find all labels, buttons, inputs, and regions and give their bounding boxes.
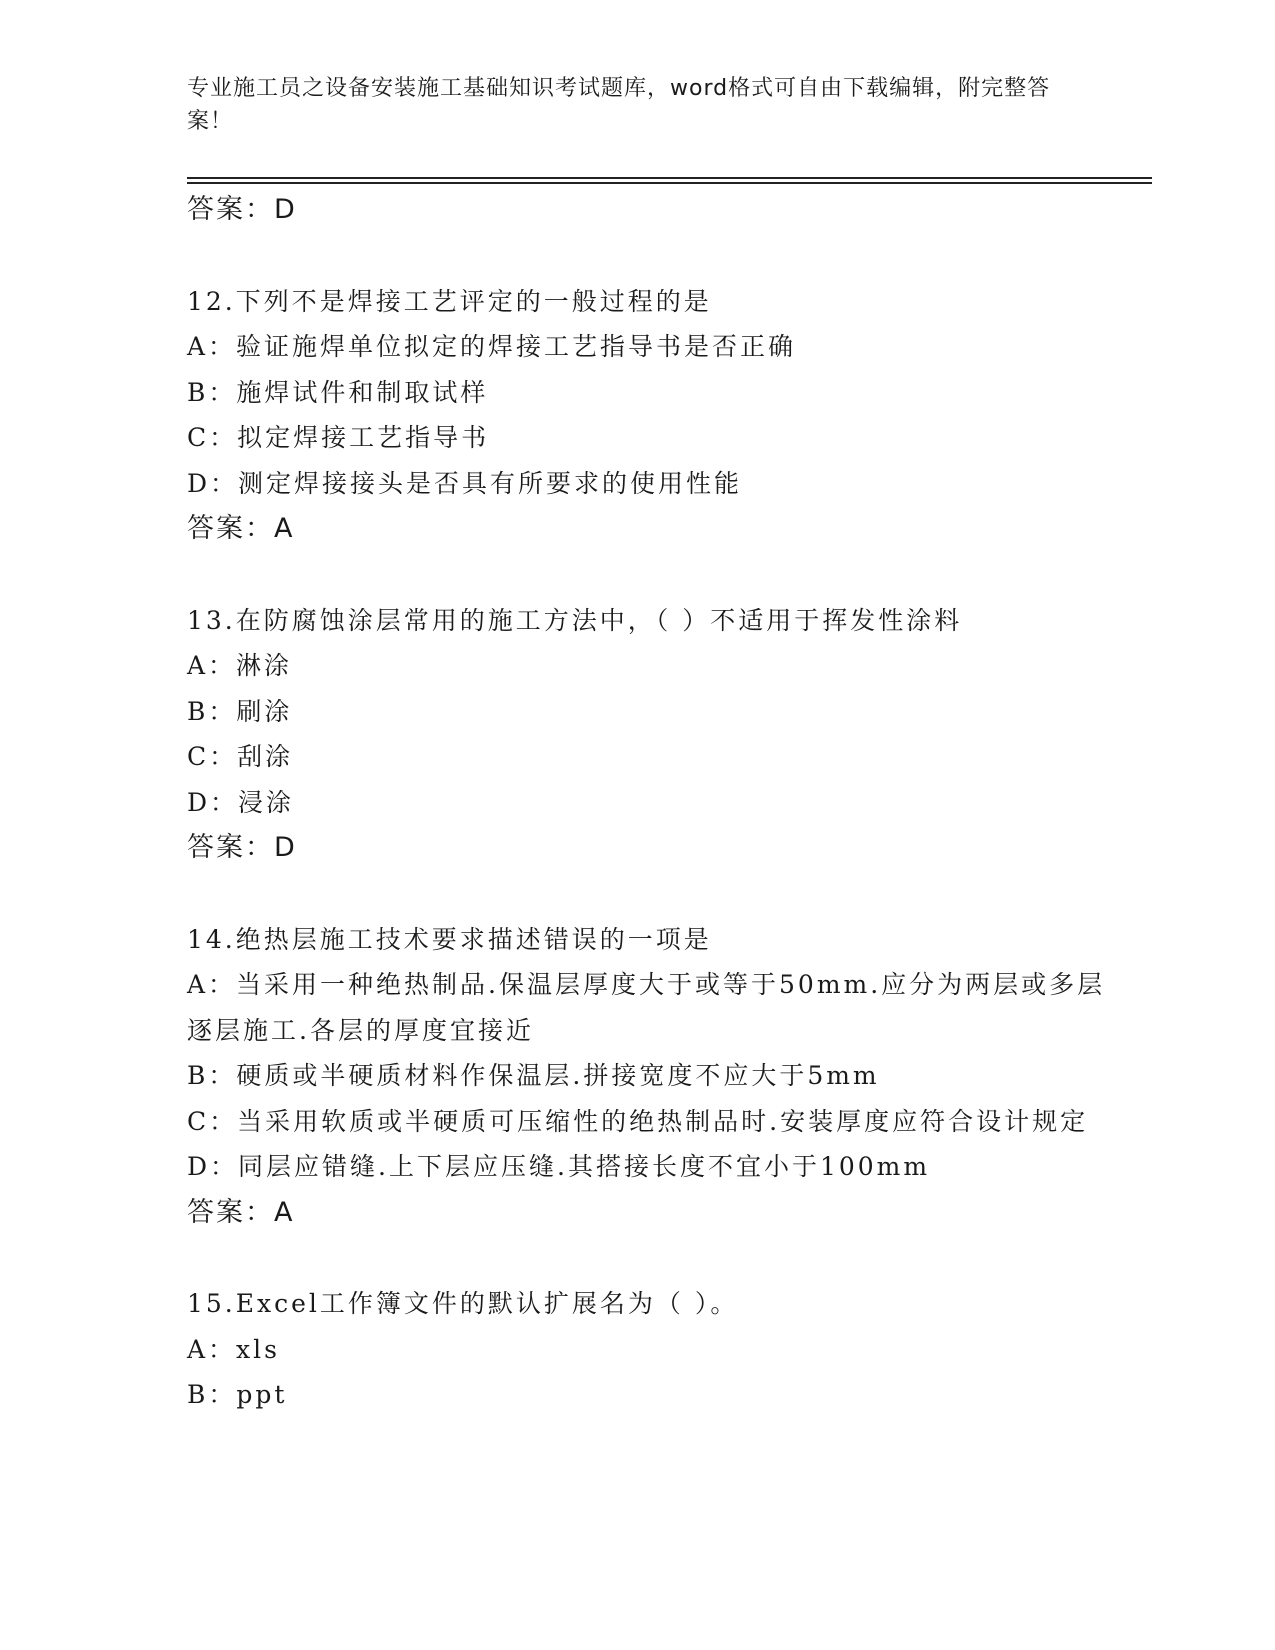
question-block-15 bbox=[187, 1281, 1117, 1418]
option-d: D：测定焊接接头是否具有所要求的使用性能 bbox=[187, 468, 743, 498]
question-block-13 bbox=[187, 598, 1117, 871]
spacer bbox=[187, 1235, 1117, 1281]
header-rule-bottom bbox=[187, 182, 1152, 184]
answer-line: 答案：D bbox=[187, 832, 297, 863]
question-text: 13.在防腐蚀涂层常用的施工方法中，（ ）不适用于挥发性涂料 bbox=[187, 605, 963, 635]
question-text: 15.Excel工作簿文件的默认扩展名为（ ）。 bbox=[187, 1289, 739, 1318]
option-a: A：验证施焊单位拟定的焊接工艺指导书是否正确 bbox=[187, 332, 797, 361]
header-rule-top bbox=[187, 177, 1152, 179]
document-header: 专业施工员之设备安装施工基础知识考试题库，word格式可自由下载编辑，附完整答案！ bbox=[187, 76, 1051, 134]
answer-line: 答案：A bbox=[187, 513, 295, 544]
document-body bbox=[187, 187, 1117, 1418]
option-b: B：刷涂 bbox=[187, 696, 293, 726]
option-d: D：浸涂 bbox=[187, 787, 295, 817]
option-c: C：拟定焊接工艺指导书 bbox=[187, 423, 490, 452]
spacer bbox=[187, 871, 1117, 917]
option-a: A：淋涂 bbox=[187, 651, 293, 680]
spacer bbox=[187, 552, 1117, 598]
answer-line: 答案：D bbox=[187, 194, 297, 225]
option-b: B：施焊试件和制取试样 bbox=[187, 377, 489, 407]
option-d: D：同层应错缝.上下层应压缝.其搭接长度不宜小于100mm bbox=[187, 1152, 931, 1181]
question-block-12 bbox=[187, 279, 1117, 552]
option-a: A：xls bbox=[187, 1334, 280, 1364]
answer-line: 答案：A bbox=[187, 1196, 295, 1228]
spacer bbox=[187, 233, 1117, 279]
option-c: C：当采用软质或半硬质可压缩性的绝热制品时.安装厚度应符合设计规定 bbox=[187, 1106, 1089, 1136]
option-a: A：当采用一种绝热制品.保温层厚度大于或等于50mm.应分为两层或多层逐层施工.各层的厚度宜接近 bbox=[187, 970, 1106, 1045]
question-block-14 bbox=[187, 917, 1117, 1236]
option-c: C：刮涂 bbox=[187, 742, 294, 771]
question-text: 12.下列不是焊接工艺评定的一般过程的是 bbox=[187, 286, 712, 316]
option-b: B：硬质或半硬质材料作保温层.拼接宽度不应大于5mm bbox=[187, 1061, 880, 1090]
question-text: 14.绝热层施工技术要求描述错误的一项是 bbox=[187, 924, 712, 954]
option-b: B：ppt bbox=[187, 1380, 288, 1409]
